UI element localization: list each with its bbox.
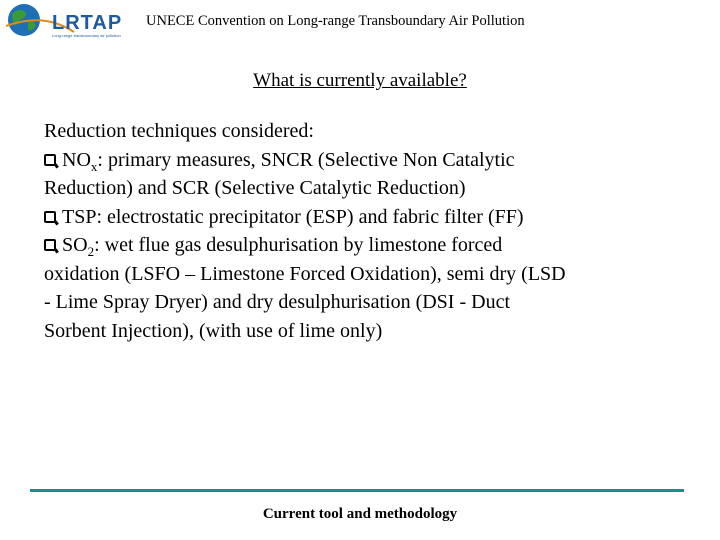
- slide-title-text: What is currently available?: [253, 70, 467, 91]
- checkbox-bullet-icon: [44, 211, 56, 223]
- so2-chem: SO: [62, 234, 88, 256]
- so2-line-1: [44, 231, 684, 260]
- logo-tagline: Long-range transboundary air pollution: [52, 33, 121, 38]
- so2-line-4: Sorbent Injection), (with use of lime only): [44, 319, 383, 342]
- slide-body: [44, 117, 684, 345]
- logo-wordmark: LRTAP: [52, 12, 123, 34]
- so2-line-2: oxidation (LSFO – Limestone Forced Oxidation), semi dry (LSD: [44, 262, 566, 285]
- checkbox-bullet-icon: [44, 239, 56, 251]
- slide-title: [0, 70, 720, 92]
- checkbox-bullet-icon: [44, 154, 56, 166]
- tsp-line: [44, 203, 684, 232]
- tsp-text: TSP: electrostatic precipitator (ESP) and fabric filter (FF): [62, 205, 524, 228]
- lrtap-logo: [4, 2, 134, 40]
- nox-text-1: : primary measures, SNCR (Selective Non Catalytic: [97, 148, 515, 171]
- so2-text-1: : wet flue gas desulphurisation by limestone forced: [94, 234, 503, 256]
- so2-subscript: 2: [87, 244, 95, 259]
- nox-chem: NO: [62, 148, 91, 171]
- nox-line-2: Reduction) and SCR (Selective Catalytic Reduction): [44, 177, 466, 199]
- nox-line-1: [44, 146, 684, 175]
- globe-icon: [4, 2, 134, 40]
- footer-text: Current tool and methodology: [262, 506, 458, 522]
- intro-line: Reduction techniques considered:: [44, 120, 314, 142]
- footer-divider: [30, 489, 684, 492]
- so2-line-3: - Lime Spray Dryer) and dry desulphurisation (DSI - Duct: [44, 291, 510, 313]
- nox-subscript: x: [90, 158, 98, 174]
- header-title: UNECE Convention on Long-range Transboundary Air Pollution: [146, 13, 525, 29]
